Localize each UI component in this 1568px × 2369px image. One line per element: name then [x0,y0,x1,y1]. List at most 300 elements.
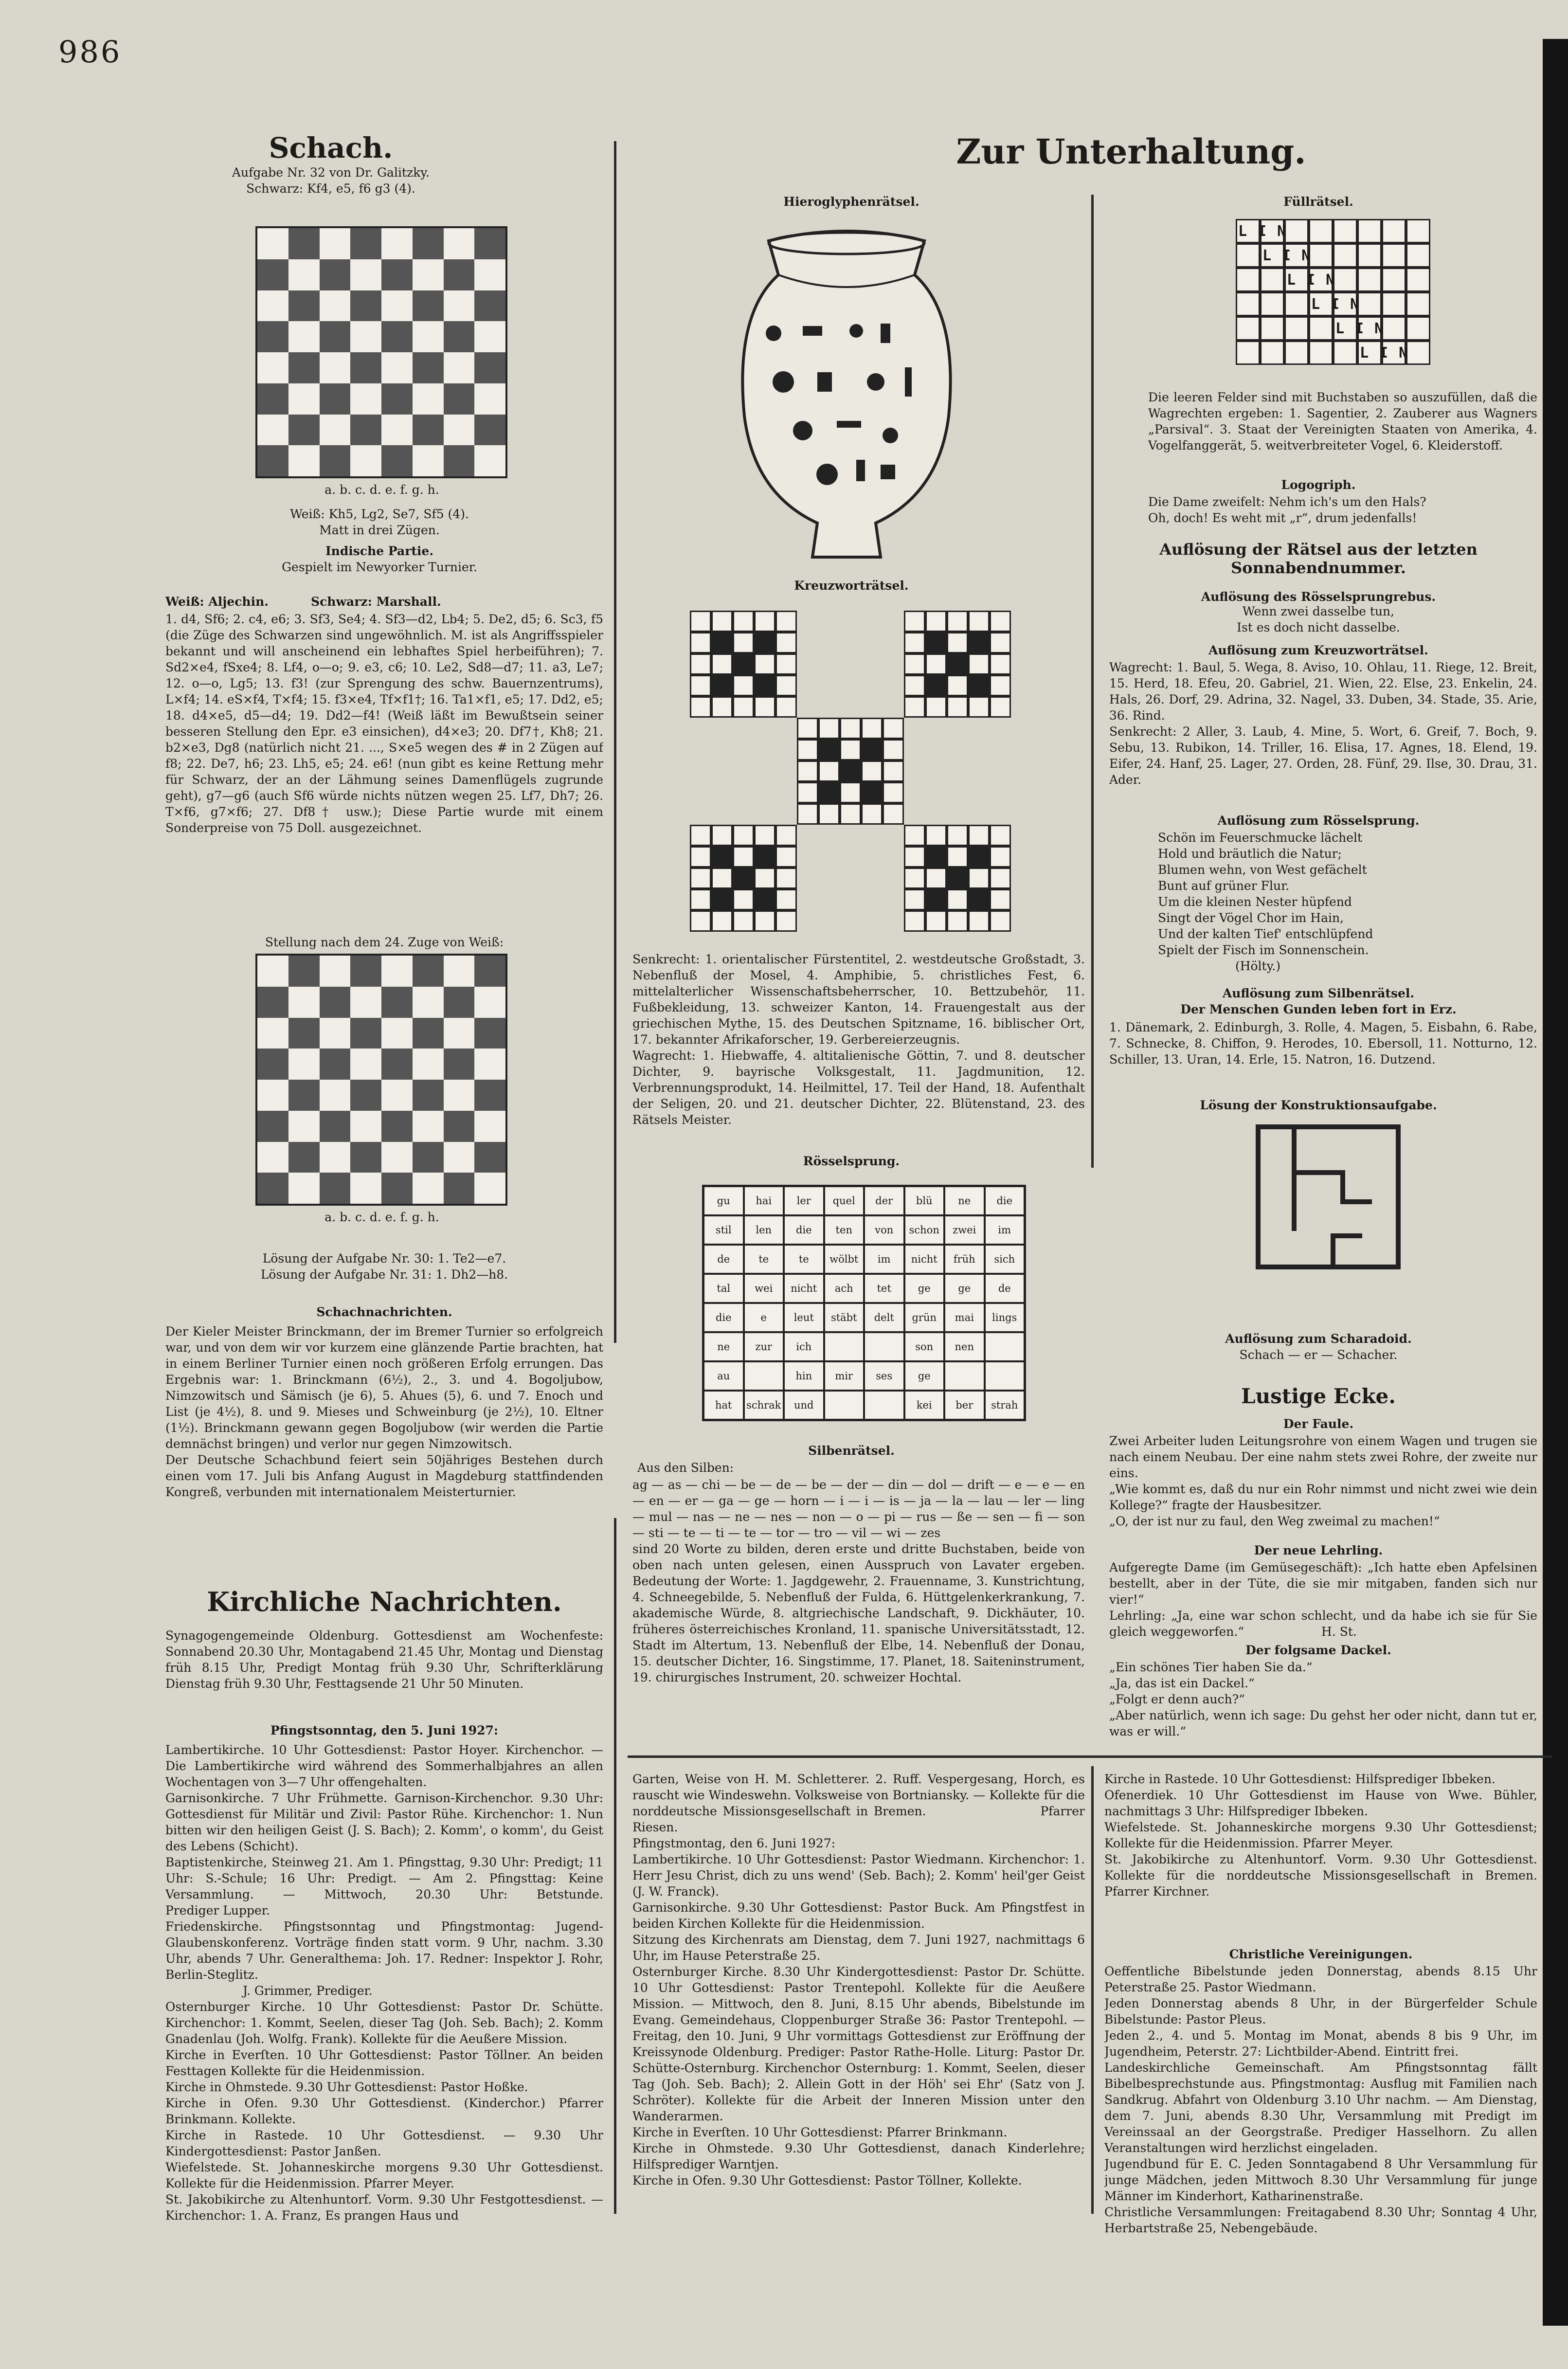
knight-cell: ses [864,1361,904,1391]
crossword-cell [990,611,1011,632]
board-square [288,228,320,259]
crossword-cell [968,675,990,696]
crossword-cell [947,889,968,910]
knight-cell: ne [944,1186,985,1215]
crossword-cell [711,846,733,868]
fill-cell [1406,243,1430,268]
crossword-cell [775,611,797,632]
board-square [257,956,288,987]
board-square [350,1173,381,1204]
board-square [444,228,475,259]
fill-label: LIN [1335,320,1394,337]
synagogue-notice: Synagogengemeinde Oldenburg. Gottesdienst am Wochenfeste: Sonnabend 20.30 Uhr, Montagabend 21.45 Uhr, Montag und Dienstag früh 8.15 Uhr, Predigt Montag früh 9.30 Uhr, Schrifterklärung Dienstag früh 9.30 Uhr, Festtagsende 21 Uhr 50 Minuten. [165,1628,603,1691]
crossword-cell [947,910,968,932]
board-square [474,228,505,259]
crossword-cell [925,611,947,632]
church-entries-right: Kirche in Rastede. 10 Uhr Gottesdienst: Hilfsprediger Ibbeken. Ofenerdiek. 10 Uhr Gottesdienst im Hause von Wwe. Bühler, nachmittags 3 Uhr: Hilfsprediger Ibbeken. Wiefelstede. St. Johanneskirche morgens 9.30 Uhr Gottesdienst; Kollekte für die Heidenmission. Pfarrer Meyer. St. Jakobikirche zu Altenhuntorf. Vorm. 9.30 Uhr Gottesdienst. Kollekte für die norddeutsche Missionsgesellschaft in Bremen. Pfarrer Kirchner. [1104,1772,1537,1899]
crossword-cell [690,696,711,718]
knight-cell: nicht [904,1245,945,1274]
board-square [320,445,351,476]
board-square [320,1142,351,1173]
knight-cell [824,1332,865,1361]
crossword-cell [990,632,1011,653]
crossword-cell [947,675,968,696]
knight-cell: e [744,1303,784,1332]
board-square [320,1173,351,1204]
crossword-cell [711,825,733,846]
crossword-cell [711,675,733,696]
knight-cell: te [784,1245,824,1274]
board-square [381,956,413,987]
chess-board-problem [255,226,507,478]
fill-cell [1406,268,1430,292]
crossword-cell [925,632,947,653]
knight-cell: ge [904,1361,945,1391]
knight-cell: quel [824,1186,865,1215]
knight-cell: au [703,1361,744,1391]
board-square [257,259,288,290]
board-square [288,352,320,383]
board-square [350,1018,381,1049]
board-square [381,987,413,1018]
crossword-cell [904,825,925,846]
board-square [474,259,505,290]
funny2-heading: Der neue Lehrling. [1254,1543,1383,1557]
crossword-cell [968,653,990,675]
crossword-cell [733,910,754,932]
board-square [320,321,351,352]
knight-cell: ach [824,1274,865,1303]
crossword-cell [925,653,947,675]
board-square [413,415,444,446]
board-square [381,1080,413,1111]
knight-cell: son [904,1332,945,1361]
crossword-cell [754,675,775,696]
board-square [474,321,505,352]
crossword-cell [840,739,861,760]
board-square [257,987,288,1018]
game-heading: Indische Partie. [325,544,434,558]
fill-cell [1382,292,1406,316]
crossword-cell [968,632,990,653]
knight-cell [864,1391,904,1420]
fill-grid [1236,219,1435,365]
crossword-cell [925,868,947,889]
pentecost-sunday: Pfingstsonntag, den 5. Juni 1927: [270,1723,499,1737]
knight-cell: hai [744,1186,784,1215]
board-square [381,1111,413,1142]
knight-cell: und [784,1391,824,1420]
knight-cell: zur [744,1332,784,1361]
board-square [257,415,288,446]
crossword-cell [797,803,818,825]
crossword-cell [733,889,754,910]
board-square [288,445,320,476]
knight-cell: früh [944,1245,985,1274]
board-square [413,1111,444,1142]
board-square [381,352,413,383]
board-square [288,1111,320,1142]
crossword-cell [883,782,904,803]
fill-cell [1260,268,1284,292]
crossword-clues: Senkrecht: 1. orientalischer Fürstentitel, 2. westdeutsche Großstadt, 3. Nebenfluß der Mosel, 4. Amphibie, 5. christliches Fest, 6. mittelalterlicher Wissenschaftsbeherrscher, 10. Bettzubehör, 11. Fußbekleidung, 13. schweizer Kanton, 14. Frauengestalt aus der griechischen Mythe, 15. des Deutschen Spitzname, 16. biblischer Ort, 17. bekannter Afrikaforscher, 19. Gerbereierzeugnis. Wagrecht: 1. Hiebwaffe, 4. altitalienische Göttin, 7. und 8. deutscher Dichter, 9. bayrische Volksgestalt, 11. Jagdmunition, 12. Verbrennungsprodukt, 14. Heilmittel, 17. Teil der Hand, 18. Aufenthalt der Seligen, 20. und 21. deutscher Dichter, 22. Blütenstand, 23. des Rätsels Meister. [632,952,1085,1127]
crossword-cell [818,803,840,825]
fill-cell [1406,292,1430,316]
fill-cell [1284,316,1309,341]
crossword-cell [733,846,754,868]
fill-cell [1236,243,1260,268]
board-square [413,987,444,1018]
board-square [444,956,475,987]
knight-cell: ge [944,1274,985,1303]
crossword-cell [754,910,775,932]
crossword-cell [690,846,711,868]
chess-news: Der Kieler Meister Brinckmann, der im Bremer Turnier so erfolgreich war, und von dem wir vor kurzem eine glänzende Partie brachten, hat in einem Berliner Turnier einen noch größeren Erfolg errungen. Das Ergebnis war: 1. Brinckmann (6½), 2., 3. und 4. Bogoljubow, Nimzowitsch und Sämisch (je 6), 5. Ahues (5), 6. und 7. Enoch und List (je 4½), 8. und 9. Mieses und Schweinburg (je 2½), 10. Eltner (1½). Brinckmann gewann gegen Bogoljubow (wir werden die Partie demnächst bringen) und verlor nur gegen Nimzowitsch. Der Deutsche Schachbund feiert sein 50jähriges Bestehen durch einen vom 17. Juli bis Anfang August in Magdeburg stattfindenden Kongreß, verbunden mit internationalem Meisterturnier. [165,1324,603,1499]
board-square [257,1111,288,1142]
crossword-cell [990,846,1011,868]
crossword-cell [990,696,1011,718]
knight-cell: von [864,1215,904,1245]
fill-cell [1382,243,1406,268]
fill-cell [1236,268,1260,292]
crossword-cell [840,718,861,739]
board-square [350,352,381,383]
board-square [413,1080,444,1111]
chess-mate-line: Matt in drei Zügen. [319,523,440,537]
crossword-cell [947,696,968,718]
crossword-cell [990,675,1011,696]
knight-cell: strah [985,1391,1025,1420]
board-square [444,321,475,352]
board-square [381,259,413,290]
crossword-cell [733,632,754,653]
crossword-cell [690,868,711,889]
board-square [320,383,351,415]
knight-cell: der [864,1186,904,1215]
fill-cell [1309,219,1333,243]
fill-heading: Füllrätsel. [1283,195,1353,209]
board-square [288,1018,320,1049]
crossword-cell [947,653,968,675]
funny1-heading: Der Faule. [1283,1417,1354,1431]
crossword-cell [754,632,775,653]
board-square [320,1018,351,1049]
board-square [413,290,444,322]
board-square [350,1049,381,1080]
fill-cell [1406,316,1430,341]
board-square [381,321,413,352]
crossword-cell [775,889,797,910]
crossword-cell [711,889,733,910]
board-square [320,352,351,383]
crossword-cell [861,760,883,782]
hieroglyph-vase-image [730,221,963,562]
board-square [444,1018,475,1049]
crossword-cell [947,611,968,632]
knight-cell: ten [824,1215,865,1245]
syllable-text: ag — as — chi — be — de — be — der — din — dol — drift — e — e — en — en — er — ga — ge — horn — i — i — is — ja — la — lau — ler — ling — mul — nas — ne — nes — non — o — pi — rus — ße — sen — fi — son — sti — te — ti — te — tor — tro — vil — wi — zes sind 20 Worte zu bilden, deren erste und dritte Buchstaben, beide von oben nach unten gelesen, einen Ausspruch von Lavater ergeben. Bedeutung der Worte: 1. Jagdgewehr, 2. Frauenname, 3. Kunstrichtung, 4. Schneegebilde, 5. Nebenfluß der Fulda, 6. Hüttgelenkerkrankung, 7. akademische Würde, 8. altgriechische Landschaft, 9. Dickhäuter, 10. früheres österreichisches Kronland, 11. spanische Universitätsstadt, 12. Stadt im Altertum, 13. Nebenfluß der Elbe, 14. Nebenfluß der Donau, 15. deutscher Dichter, 16. Singstimme, 17. Planet, 18. Saiteninstrument, 19. chirurgisches Instrument, 20. schweizer Hochtal. [632,1478,1085,1684]
board-square [413,1049,444,1080]
board-square [474,383,505,415]
crossword-cell [797,739,818,760]
crossword-cell [797,760,818,782]
crossword-cell [690,653,711,675]
knight-cell: ne [703,1332,744,1361]
board-square [320,987,351,1018]
solution-crossword-heading: Auflösung zum Kreuzworträtsel. [1208,643,1428,657]
crossword-cell [947,846,968,868]
crossword-cell [733,611,754,632]
crossword-cell [818,782,840,803]
board-square [474,415,505,446]
crossword-cell [690,825,711,846]
knight-cell: ler [784,1186,824,1215]
knight-cell: nen [944,1332,985,1361]
board-square [381,1018,413,1049]
crossword-cell [883,739,904,760]
solution-crossword-text: Wagrecht: 1. Baul, 5. Wega, 8. Aviso, 10. Ohlau, 11. Riege, 12. Breit, 15. Herd, 18. Efeu, 20. Gabriel, 21. Wien, 22. Else, 23. Enkelin, 24. Hals, 26. Dorf, 29. Adrina, 32. Nagel, 33. Duben, 34. Stade, 35. Arie, 36. Rind. Senkrecht: 2 Aller, 3. Laub, 4. Mine, 5. Wort, 6. Greif, 7. Boch, 9. Sebu, 13. Rubikon, 14. Triller, 16. Elisa, 17. Agnes, 18. Elend, 19. Eifer, 24. Hanf, 25. Lager, 27. Orden, 28. Fünf, 29. Ilse, 30. Drau, 31. Ader. [1109,660,1537,787]
crossword-cell [925,825,947,846]
crossword-cell [968,868,990,889]
solution-31: Lösung der Aufgabe Nr. 31: 1. Dh2—h8. [260,1267,508,1282]
solution-construction-heading: Lösung der Konstruktionsaufgabe. [1200,1098,1437,1112]
crossword-cell [775,825,797,846]
knight-cell: im [864,1245,904,1274]
logogriph-text: Die Dame zweifelt: Nehm ich's um den Hals? Oh, doch! Es weht mit „r“, drum jedenfalls! [1148,495,1426,525]
knight-cell: die [703,1303,744,1332]
crossword-cell [711,632,733,653]
crossword-cell [754,889,775,910]
board-square [474,1049,505,1080]
solution-knight-text: Schön im Feuerschmucke lächelt Hold und bräutlich die Natur; Blumen wehn, von West gefächelt Bunt auf grüner Flur. Um die kleinen Nester hüpfend Singt der Vögel Chor im Hain, Und der kalten Tief' entschlüpfend Spielt der Fisch im Sonnenschein. (Hölty.) [1158,831,1373,973]
fill-cell [1260,316,1284,341]
board-square [413,228,444,259]
board-square [288,1173,320,1204]
board-square [413,956,444,987]
crossword-cell [861,803,883,825]
crossword-cell [883,803,904,825]
board-square [288,383,320,415]
column-rule-left [614,141,616,1343]
crossword-cell [775,675,797,696]
board-square [320,415,351,446]
board-square [444,352,475,383]
position-caption: Stellung nach dem 24. Zuge von Weiß: [265,935,504,949]
knight-cell [985,1332,1025,1361]
crossword-cell [861,718,883,739]
crossword-cell [968,889,990,910]
crossword-cell [947,825,968,846]
crossword-grid [690,611,1021,941]
solution-syllable-text: 1. Dänemark, 2. Edinburgh, 3. Rolle, 4. Magen, 5. Eisbahn, 6. Rabe, 7. Schnecke, 8. Chiffon, 9. Herodes, 10. Ebersoll, 11. Notturno, 12. Schiller, 13. Uran, 14. Erle, 15. Natron, 16. Dutzend. [1109,1020,1537,1067]
knight-cell [744,1361,784,1391]
funny-corner-heading: Lustige Ecke. [1241,1384,1396,1408]
solution-rebus-text: Wenn zwei dasselbe tun, Ist es doch nicht dasselbe. [1237,604,1400,634]
crossword-cell [925,846,947,868]
crossword-cell [968,825,990,846]
board-square [474,290,505,322]
syllable-heading: Silbenrätsel. [808,1444,895,1458]
solution-rebus-heading: Auflösung des Rösselsprungrebus. [1201,590,1436,604]
board-square [257,321,288,352]
board-square [257,1142,288,1173]
board-square [288,321,320,352]
construction-diagram [1255,1124,1401,1270]
board-square [257,1173,288,1204]
church-title: Kirchliche Nachrichten. [207,1586,562,1617]
crossword-cell [990,825,1011,846]
crossword-cell [733,675,754,696]
board-square [381,228,413,259]
solution-charade-text: Schach — er — Schacher. [1239,1348,1398,1362]
crossword-cell [775,846,797,868]
knight-cell: sich [985,1245,1025,1274]
knight-cell: schon [904,1215,945,1245]
crossword-cell [690,910,711,932]
crossword-cell [968,910,990,932]
crossword-cell [990,910,1011,932]
crossword-cell [775,653,797,675]
board-square [320,259,351,290]
board-square [320,228,351,259]
knight-cell: delt [864,1303,904,1332]
board-square [474,987,505,1018]
chess-news-heading: Schachnachrichten. [316,1305,452,1319]
entertainment-title: Zur Unterhaltung. [956,131,1306,172]
crossword-cell [883,760,904,782]
crossword-cell [711,696,733,718]
crossword-cell [861,782,883,803]
knight-cell: len [744,1215,784,1245]
game-players: Weiß: Aljechin. Schwarz: Marshall. [165,595,441,609]
crossword-cell [883,718,904,739]
board-square [350,987,381,1018]
board-square [350,415,381,446]
board-square [413,1018,444,1049]
knight-cell: zwei [944,1215,985,1245]
crossword-cell [754,653,775,675]
board-square [474,1080,505,1111]
knight-cell: stil [703,1215,744,1245]
knight-cell: lings [985,1303,1025,1332]
crossword-cell [690,889,711,910]
crossword-cell [818,760,840,782]
board-square [444,1173,475,1204]
board-square [444,415,475,446]
fill-text: Die leeren Felder sind mit Buchstaben so auszufüllen, daß die Wagrechten ergeben: 1. Sagentier, 2. Zauberer aus Wagners „Parsival“. 3. Staat der Vereinigten Staaten von Amerika, 4. Vogelfanggerät, 5. weitverbreiteter Vogel, 6. Kleiderstoff. [1148,390,1537,452]
fill-cell [1284,341,1309,365]
crossword-cell [690,632,711,653]
column-rule-right-lower [1091,1766,1094,2214]
fill-cell [1333,219,1357,243]
crossword-cell [797,718,818,739]
crossword-cell [925,696,947,718]
crossword-cell [775,868,797,889]
knight-cell [864,1332,904,1361]
board-square [444,987,475,1018]
fill-cell [1236,341,1260,365]
board-square [288,1080,320,1111]
crossword-cell [840,803,861,825]
crossword-cell [904,846,925,868]
crossword-cell [754,825,775,846]
fill-cell [1382,268,1406,292]
board-square [474,1018,505,1049]
board-square [288,290,320,322]
knight-cell: de [985,1274,1025,1303]
crossword-cell [690,675,711,696]
board-square [381,383,413,415]
board-square [257,1049,288,1080]
page-edge-bar [1543,39,1568,2326]
fill-label: LIN [1287,271,1346,289]
chess-white-line: Weiß: Kh5, Lg2, Se7, Sf5 (4). [290,507,469,521]
board-square [381,290,413,322]
crossword-cell [904,910,925,932]
knight-cell: tet [864,1274,904,1303]
logogriph-heading: Logogriph. [1281,478,1356,492]
fill-cell [1357,243,1382,268]
crossword-heading: Kreuzworträtsel. [794,579,909,593]
board-square [320,1111,351,1142]
fill-cell [1309,341,1333,365]
board-square [444,383,475,415]
crossword-cell [690,611,711,632]
knight-cell: wölbt [824,1245,865,1274]
knight-cell: ge [904,1274,945,1303]
board-square [288,987,320,1018]
funny2-text: Aufgeregte Dame (im Gemüsegeschäft): „Ich hatte eben Apfelsinen bestellt, aber in der Tüte, die sie mir mitgaben, fanden sich nur vier!“ Lehrling: „Ja, eine war schon schlecht, und da habe ich sie für Sie gleich weggeworfen.“ H. St. [1109,1560,1537,1639]
knight-cell: kei [904,1391,945,1420]
board-square [350,321,381,352]
knight-cell: die [784,1215,824,1245]
fill-cell [1284,292,1309,316]
associations-heading: Christliche Vereinigungen. [1229,1947,1413,1961]
crossword-cell [968,696,990,718]
funny1-text: Zwei Arbeiter luden Leitungsrohre von einem Wagen und trugen sie nach einem Neubau. Der eine nahm stets zwei Rohre, der zweite nur eins. „Wie kommt es, daß du nur ein Rohr nimmst und nicht zwei wie dein Kollege?“ fragte der Hausbesitzer. „O, der ist nur zu faul, den Weg zweimal zu machen!“ [1109,1434,1537,1528]
fill-label: LIN [1311,296,1370,313]
crossword-cell [990,889,1011,910]
fill-cell [1333,243,1357,268]
crossword-cell [754,868,775,889]
board-square [257,290,288,322]
funny3-text: „Ein schönes Tier haben Sie da.“ „Ja, das ist ein Dackel.“ „Folgt er denn auch?“ „Aber natürlich, wenn ich sage: Du gehst her oder nicht, dann tut er, was er will.“ [1109,1660,1537,1738]
chess-board-position [255,954,507,1206]
board-square [257,383,288,415]
solution-charade-heading: Auflösung zum Scharadoid. [1225,1332,1412,1346]
knight-cell: schrak [744,1391,784,1420]
board-square [444,290,475,322]
chess-section [161,131,501,197]
knight-grid [702,1185,1026,1421]
board-square [474,956,505,987]
board-square [320,1049,351,1080]
board-square [288,1142,320,1173]
fill-cell [1357,268,1382,292]
chess-problem-line: Aufgabe Nr. 32 von Dr. Galitzky. [232,165,430,180]
solution-30: Lösung der Aufgabe Nr. 30: 1. Te2—e7. [262,1251,506,1266]
board-square [444,259,475,290]
game-moves: 1. d4, Sf6; 2. c4, e6; 3. Sf3, Se4; 4. Sf3—d2, Lb4; 5. De2, d5; 6. Sc3, f5 (die Züge des Schwarzen sind ungewöhnlich. M. ist als Angriffsspieler bekannt und will anscheinend ein lebhaftes Spiel herbeiführen); 7. Sd2×e4, fSxe4; 8. Lf4, o—o; 9. e3, c6; 10. Le2, Sd8—d7; 11. a3, Le7; 12. o—o, Lg5; 13. f3! (zur Sprengung des schw. Bauernzentrums), L×f4; 14. eS×f4, T×f4; 15. f3×e4, Tf×f1†; 16. Ta1×f1, e5; 17. Dd2, e5; 18. d4×e5, d5—d4; 19. Dd2—f4! (Weiß läßt im Bewußtsein seiner besseren Stellung den Epr. e3 einsichen), d4×e3; 20. Df7†, Kh8; 21. b2×e3, Dg8 (natürlich nicht 21. ..., S×e5 wegen des # in 2 Zügen auf f8; 22. De7, h6; 23. Lh5, e5; 24. e6! (nun gibt es keine Rettung mehr für Schwarz, der an der Lähmung seines Damenflügels zugrunde geht), g7—g6 (auch Sf6 würde nichts nützen wegen 25. Lf7, Dh7; 26. T×f6, g7×f6; 27. Df8† usw.); Diese Partie wurde mit einem Sonderpreise von 75 Doll. ausgezeichnet. [165,612,603,835]
crossword-cell [775,696,797,718]
board-square [320,956,351,987]
crossword-cell [711,653,733,675]
board-square [381,445,413,476]
knight-cell: leut [784,1303,824,1332]
knight-cell [944,1361,985,1391]
fill-cell [1333,341,1357,365]
board-square [257,228,288,259]
